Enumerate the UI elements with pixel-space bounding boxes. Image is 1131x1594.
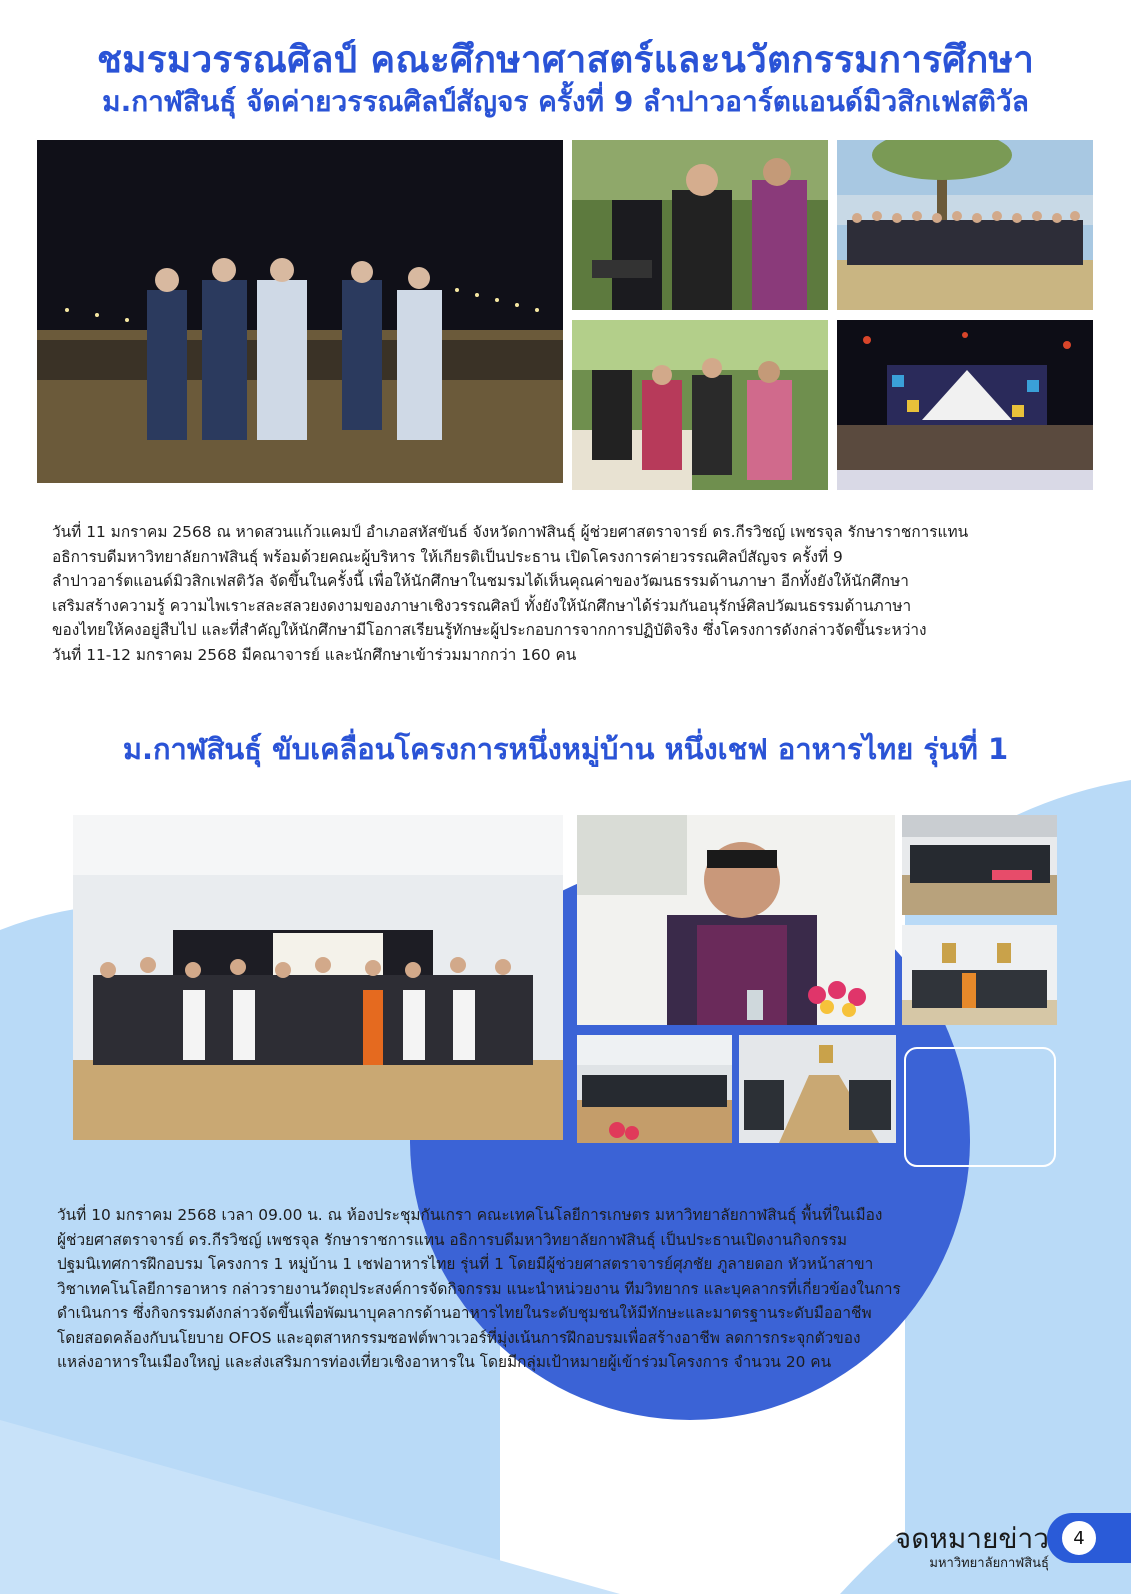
photo-chairman-speaking [577,815,895,1025]
article2-line: ปฐมนิเทศการฝึกอบรม โครงการ 1 หมู่บ้าน 1 เชฟอาหารไทย รุ่นที่ 1 โดยมีผู้ช่วยศาสตราจารย์ศุภชัย ภูลายดอก หัวหน้าสาขา [57,1255,874,1273]
photo-long-table-meeting [739,1035,896,1143]
newsletter-title: จดหมายข่าว [894,1522,1049,1555]
article2-line: วันที่ 10 มกราคม 2568 เวลา 09.00 น. ณ ห้องประชุมกันเกรา คณะเทคโนโลยีการเกษตร มหาวิทยาลัยกาฬสินธุ์ พื้นที่ในเมือง [57,1206,883,1224]
photo-musicians [572,140,828,310]
article2-line: ผู้ช่วยศาสตราจารย์ ดร.กีรวิชญ์ เพชรจุล รักษาราชการแทน อธิการบดีมหาวิทยาลัยกาฬสินธุ์ เป็นประธานเปิดงานกิจกรรม [57,1230,847,1249]
article1-line: ลำปาวอาร์ตแอนด์มิวสิกเฟสติวัล จัดขึ้นในครั้งนี้ เพื่อให้นักศึกษาในชมรมได้เห็นคุณค่าของวัฒนธรรมด้านภาษา อีกทั้งยังให้นักศึกษา [52,572,909,590]
article1-line: วันที่ 11 มกราคม 2568 ณ หาดสวนแก้วแคมป์ อำเภอสหัสขันธ์ จังหวัดกาฬสินธุ์ ผู้ช่วยศาสตราจารย์ ดร.กีรวิชญ์ เพชรจุล รักษาราชการแทน [52,523,969,541]
photo-group-lakeside [837,140,1093,310]
photo-meeting-room-portraits [902,925,1057,1025]
article1-body [52,520,968,667]
article1-line: อธิการบดีมหาวิทยาลัยกาฬสินธุ์ พร้อมด้วยคณะผู้บริหาร ให้เกียรติเป็นประธาน เปิดโครงการค่ายวรรณศิลป์สัญจร ครั้งที่ 9 [52,547,843,566]
photo-meeting-room-wide [902,815,1057,915]
article2-line: แหล่งอาหารในเมืองใหญ่ และส่งเสริมการท่องเที่ยวเชิงอาหารใน โดยมีกลุ่มเป้าหมายผู้เข้าร่วมโครงการ จำนวน 20 คน [57,1353,832,1371]
article2-line: โดยสอดคล้องกับนโยบาย OFOS และอุตสาหกรรมซอฟต์พาวเวอร์ที่มุ่งเน้นการฝึกอบรมเพื่อสร้างอาชีพ ลดการกระจุกตัวของ [57,1328,861,1347]
photo-table-discussion [577,1035,732,1143]
article2-title: ม.กาฬสินธุ์ ขับเคลื่อนโครงการหนึ่งหมู่บ้าน หนึ่งเชฟ อาหารไทย รุ่นที่ 1 [122,732,1009,766]
article1-line: วันที่ 11-12 มกราคม 2568 มีคณาจารย์ และนักศึกษาเข้าร่วมมากกว่า 160 คน [52,645,577,664]
article2-line: ดำเนินการ ซึ่งกิจกรรมดังกล่าวจัดขึ้นเพื่อพัฒนาบุคลากรด้านอาหารไทยในระดับชุมชนให้มีทักษะและมาตรฐานระดับมืออาชีพ [57,1304,872,1322]
page-subtitle: ม.กาฬสินธุ์ จัดค่ายวรรณศิลป์สัญจร ครั้งที่ 9 ลำปาวอาร์ตแอนด์มิวสิกเฟสติวัล [102,85,1029,118]
article1-line: ของไทยให้คงอยู่สืบไป และที่สำคัญให้นักศึกษามีโอกาสเรียนรู้ทักษะผู้ประกอบการจากการปฏิบัติจริง ซึ่งโครงการดังกล่าวจัดขึ้นระหว่าง [52,621,927,639]
photo-stage-performance [837,320,1093,490]
page-number: 4 [1058,1517,1100,1559]
photo-training-group [73,815,563,1140]
article2-body [57,1203,901,1375]
article2-line: วิชาเทคโนโลยีการอาหาร กล่าวรายงานวัตถุประสงค์การจัดกิจกรรม แนะนำหน่วยงาน ทีมวิทยากร และบุคลากรที่เกี่ยวข้องในการ [57,1279,901,1298]
newsletter-subtitle: มหาวิทยาลัยกาฬสินธุ์ [929,1556,1049,1571]
article1-line: เสริมสร้างความรู้ ความไพเราะสละสลวยงดงามของภาษาเชิงวรรณศิลป์ ทั้งยังให้นักศึกษาได้ร่วมกันอนุรักษ์ศิลปวัฒนธรรมด้านภาษา [52,596,912,615]
photo-night-ceremony [37,140,563,483]
page-title: ชมรมวรรณศิลป์ คณะศึกษาศาสตร์และนวัตกรรมการศึกษา [96,38,1035,81]
photo-market-visit [572,320,828,490]
